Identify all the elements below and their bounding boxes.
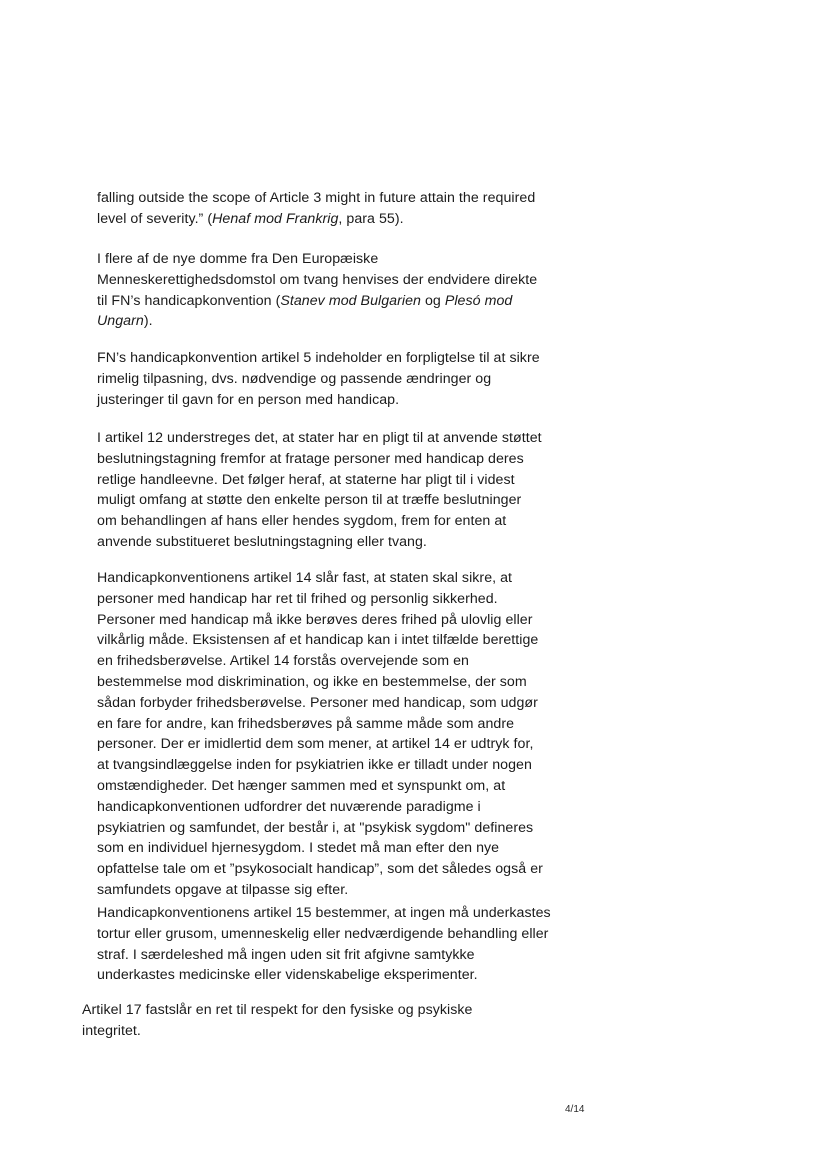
text-line: opfattelse tale om et ”psykosocialt handicap”, som det således også er — [97, 861, 543, 878]
text-line: anvende substitueret beslutningstagning eller tvang. — [97, 534, 427, 550]
text-line: muligt omfang at støtte den enkelte person til at træffe beslutninger — [97, 492, 522, 509]
case-name-italic: Plesó mod — [444, 292, 513, 309]
text-line: tortur eller grusom, umenneskelig eller nedværdigende behandling eller — [97, 925, 549, 942]
page-number: 4/14 — [565, 1104, 585, 1115]
text-line: sådan forbyder frihedsberøvelse. Personer med handicap, som udgør — [97, 694, 538, 711]
case-name-italic: Stanev mod Bulgarien — [280, 292, 421, 309]
text-line: level of severity.” (Henaf mod Frankrig, para 55). — [97, 210, 404, 227]
text-line: beslutningstagning fremfor at fratage personer med handicap deres — [97, 450, 524, 467]
text-line: Artikel 17 fastslår en ret til respekt for den fysiske og psykiske — [82, 1002, 473, 1018]
text-line: rimelig tilpasning, dvs. nødvendige og passende ændringer og — [97, 370, 492, 387]
text-line: om behandlingen af hans eller hendes sygdom, frem for enten at — [97, 513, 507, 530]
text-line: Menneskerettighedsdomstol om tvang henvises der endvidere direkte — [97, 271, 538, 288]
text-line: til FN’s handicapkonvention (Stanev mod Bulgarien og Plesó mod — [97, 292, 513, 309]
text-line: personer med handicap har ret til frihed og personlig sikkerhed. — [97, 590, 498, 607]
text-line: handicapkonventionen udfordrer det nuværende paradigme i — [97, 798, 481, 815]
case-name-italic: Henaf mod Frankrig — [212, 210, 339, 227]
text-line: falling outside the scope of Article 3 might in future attain the required — [97, 190, 536, 206]
text-line: I artikel 12 understreges det, at stater har en pligt til at anvende støttet — [97, 430, 542, 446]
text-line: Handicapkonventionens artikel 14 slår fast, at staten skal sikre, at — [97, 570, 513, 586]
text-line: at tvangsindlæggelse inden for psykiatrien ikke er tilladt under nogen — [97, 757, 532, 774]
text-line: samfundets opgave at tilpasse sig efter. — [97, 882, 349, 898]
text-line: straf. I særdeleshed må ingen uden sit frit afgivne samtykke — [97, 946, 475, 963]
text-line: vilkårlig måde. Eksistensen af et handicap kan i intet tilfælde berettige — [97, 632, 539, 649]
text-line: integritet. — [82, 1022, 141, 1039]
text-line: FN’s handicapkonvention artikel 5 indeholder en forpligtelse til at sikre — [97, 350, 540, 366]
text-line: I flere af de nye domme fra Den Europæiske — [97, 251, 379, 267]
text-line: justeringer til gavn for en person med handicap. — [97, 391, 400, 408]
text-line: bestemmelse mod diskrimination, og ikke en bestemmelse, der som — [97, 674, 527, 690]
text-line: Handicapkonventionens artikel 15 bestemmer, at ingen må underkastes — [97, 905, 551, 921]
text-line: Ungarn). — [97, 313, 153, 330]
text-line: psykiatrien og samfundet, der består i, at "psykisk sygdom" defineres — [97, 819, 534, 836]
text-line: omstændigheder. Det hænger sammen med et synspunkt om, at — [97, 778, 506, 794]
text-line: en fare for andre, kan frihedsberøves på samme måde som andre — [97, 715, 515, 732]
text-line: en frihedsberøvelse. Artikel 14 forstås overvejende som en — [97, 653, 469, 670]
text-line: som en individuel hjernesygdom. I stedet må man efter den nye — [97, 840, 500, 857]
text-line: underkastes medicinske eller videnskabelige eksperimenter. — [97, 967, 478, 984]
text-line: Personer med handicap må ikke berøves deres frihed på ulovlig eller — [97, 611, 533, 628]
text-line: personer. Der er imidlertid dem som mener, at artikel 14 er udtryk for, — [97, 736, 534, 753]
case-name-italic: Ungarn — [97, 313, 144, 330]
text-line: retlige handleevne. Det følger heraf, at staterne har pligt til i videst — [97, 471, 515, 488]
